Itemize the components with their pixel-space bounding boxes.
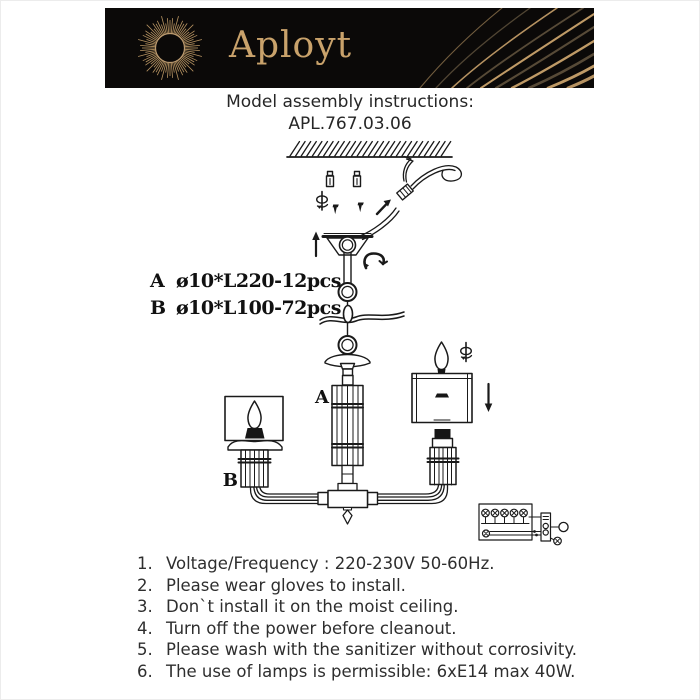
shade-holder [435, 394, 449, 398]
page-title: Model assembly instructions: [226, 92, 474, 112]
power-wires [360, 157, 461, 240]
decorative-rays-icon [420, 8, 594, 88]
instruction-number: 6. [137, 661, 153, 681]
instruction-text: Please wash with the sanitizer without corrosivity. [166, 640, 578, 660]
instruction-number: 2. [137, 575, 153, 595]
brand-banner [105, 8, 594, 88]
diagram-canvas [0, 132, 700, 558]
arrow-down-icon [485, 384, 493, 412]
right-cup [428, 429, 459, 485]
hook-icon [364, 254, 387, 269]
terminal-wiring-diagram [479, 504, 568, 545]
ceiling-hatch [287, 142, 452, 158]
instruction-item [137, 661, 597, 683]
instruction-number: 3. [137, 597, 153, 617]
brand-name: Aployt [229, 25, 353, 66]
screw-icon [333, 203, 364, 215]
part-b-spec: ø10*L100-72pcs [176, 297, 341, 319]
instruction-text: Don`t install it on the moist ceiling. [166, 597, 459, 617]
assembly-diagram [0, 132, 700, 562]
sun-logo-disc [157, 35, 183, 61]
center-hub [318, 466, 378, 525]
glass-column-a [332, 386, 363, 466]
instruction-item [137, 575, 597, 597]
rotate-icon [317, 192, 328, 211]
arrow-up-icon [312, 232, 320, 257]
right-shade [412, 374, 472, 423]
instruction-item [137, 639, 597, 661]
diagram-label-a: A [315, 387, 329, 408]
instruction-text: Turn off the power before cleanout. [166, 618, 457, 638]
instructions-list [137, 553, 597, 683]
model-number: APL.767.03.06 [288, 114, 412, 134]
instruction-item [137, 596, 597, 618]
diagram-label-b: B [222, 470, 238, 491]
instruction-text: The use of lamps is permissible: 6xE14 max 40W. [166, 661, 576, 681]
instruction-number: 1. [137, 554, 153, 573]
left-bobeche [228, 441, 282, 450]
instruction-text: Please wear gloves to install. [166, 575, 406, 595]
rotate-icon-right [461, 343, 472, 362]
instruction-item [137, 553, 597, 575]
instruction-number: 4. [137, 618, 153, 638]
glass-cup-b [239, 450, 271, 487]
part-a-label: A [150, 270, 165, 292]
part-a-spec: ø10*L220-12pcs [176, 270, 341, 292]
arrow-up-right-icon [377, 200, 391, 215]
top-plate [325, 355, 370, 386]
instruction-text: Voltage/Frequency : 220-230V 50-60Hz. [166, 554, 495, 573]
left-socket [245, 428, 265, 439]
wall-anchor-icon [327, 172, 361, 187]
part-b-label: B [150, 297, 166, 319]
right-socket-cap [435, 429, 451, 439]
instruction-number: 5. [137, 640, 153, 660]
right-arm [375, 484, 448, 504]
instruction-item [137, 618, 597, 640]
